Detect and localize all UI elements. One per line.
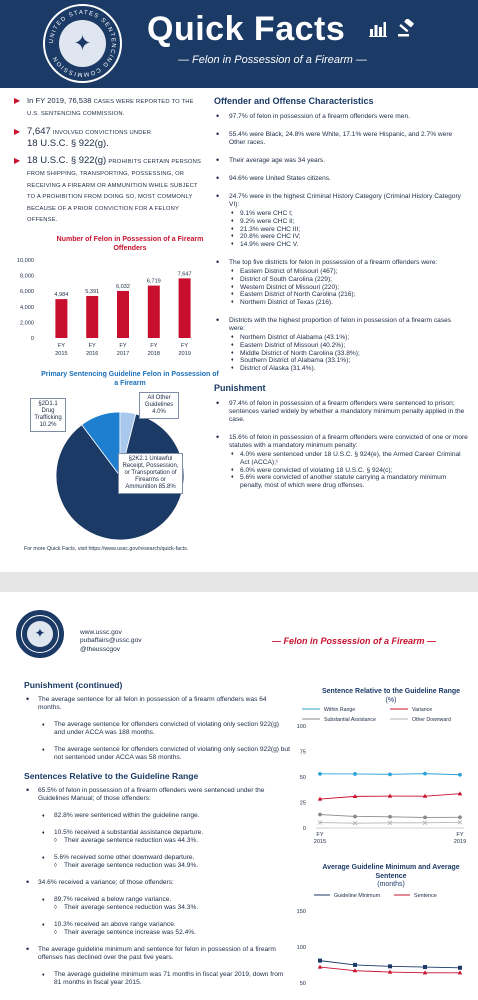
header-icons	[369, 18, 421, 42]
y-tick-label: 100	[296, 945, 306, 951]
legend-label: Sentence	[414, 893, 437, 899]
list-item: ♦ 6.0% were convicted of violating 18 U.S.C. § 924(c);	[229, 467, 468, 475]
guideline-range-heading: Sentences Relative to the Guideline Range	[24, 771, 199, 781]
page-title: Quick Facts	[147, 10, 346, 48]
fact-under-guidelines: • 65.5% of felon in possession of a firearm offenders were sentenced under the Guidelines Manual; of those offenders:	[24, 787, 290, 803]
data-point	[458, 791, 463, 795]
fact-non-acca-sentence: ♦ The average sentence for offenders convicted of violating only section 922(g) but not sentenced under ACCA was 58 months.	[24, 746, 290, 762]
punishment-heading: Punishment	[214, 382, 266, 393]
data-point	[353, 963, 357, 967]
punishment-continued-heading: Punishment (continued)	[24, 680, 123, 690]
y-tick-label: 0	[302, 826, 306, 832]
fact-highest-proportion: • Districts with the highest proportion of felon in possession of a firearm cases were: ♦ Northern District of Alabama (43.1%); ♦ Eastern District of Missouri (40.2%); ♦ Middle District of North Carolina (33.8%); ♦ Southern District of Alabama (33.1%); ♦ District of Alaska (31.4%).	[214, 317, 468, 373]
eagle-icon: ✦	[73, 31, 92, 56]
page-subtitle: — Felon in Possession of a Firearm —	[178, 54, 367, 66]
pie-label-firearms: §2K2.1 Unlawful Receipt, Possession, or Transportation of Firearms or Ammunition 85.8%	[118, 453, 183, 494]
characteristics-heading: Offender and Offense Characteristics	[214, 96, 374, 106]
y-tick-label: 150	[296, 909, 306, 916]
intro-bullet-cases: ▶ In FY 2019, 76,538 CASES WERE REPORTED TO THE U.S. SENTENCING COMMISSION.	[14, 96, 194, 117]
data-point	[458, 815, 462, 819]
top-districts-list	[229, 268, 468, 307]
x-tick-label: 2018	[147, 351, 161, 357]
data-point	[423, 965, 427, 969]
data-point	[318, 813, 322, 817]
bar	[117, 291, 129, 338]
x-tick-label: 2016	[85, 351, 99, 357]
list-item: ♦ 20.8% were CHC IV;	[229, 233, 468, 241]
data-point	[318, 772, 322, 776]
quick-facts-link[interactable]: For more Quick Facts, visit https://www.ussc.gov/research/quick-facts.	[24, 546, 189, 552]
x-tick-label: FY	[57, 343, 65, 349]
fact-prison: • 97.4% of felon in possession of a firearm offenders were sentenced to prison; sentences varied widely by whether a mandatory minimum penalty applied in the case.	[214, 400, 468, 424]
fact-average-sentence: • The average sentence for all felon in possession of a firearm offenders was 64 months.	[24, 696, 290, 712]
mandatory-minimum-list	[229, 451, 468, 490]
x-tick-label: FY	[88, 343, 96, 349]
ussc-seal-logo	[16, 610, 64, 658]
list-item: ♦ Eastern District of North Carolina (216);	[229, 291, 468, 299]
fact-above-range: ♦ 10.3% received an above range variance. ◊ Their average sentence increase was 52.4%.	[24, 921, 290, 937]
legend-label: Other Downward	[412, 717, 451, 723]
data-point	[388, 772, 392, 776]
data-point	[318, 965, 323, 969]
fact-criminal-history: • 24.7% were in the highest Criminal History Category (Criminal History Category VI): ♦ 9.1% were CHC I; ♦ 9.2% were CHC II; ♦ 21.3% were CHC III; ♦ 20.8% were CHC IV; ♦ 14.9% were CHC V.	[214, 193, 468, 249]
list-item: ♦ Southern District of Alabama (33.1%);	[229, 357, 468, 365]
data-label: 6,719	[146, 278, 161, 285]
data-point	[353, 815, 357, 819]
pie-chart-title: Primary Sentencing Guideline Felon in Possession of a Firearm	[41, 371, 219, 387]
email-link[interactable]: pubaffairs@ussc.gov	[80, 637, 142, 645]
bar-chart-title: Number of Felon in Possession of a Firearm Offenders	[56, 236, 204, 252]
bar	[55, 299, 67, 338]
fact-citizenship: • 94.6% were United States citizens.	[214, 175, 468, 183]
y-tick-label: 0	[30, 336, 34, 342]
triangle-bullet-icon: ▶	[14, 156, 21, 166]
y-tick-label: 4,000	[20, 304, 34, 311]
x-tick-label: FY	[150, 343, 158, 349]
y-tick-label: 8,000	[20, 273, 34, 280]
fact-declining-trend: • The average guideline minimum and sentence for felon in possession of a firearm offenses has declined over the past five years.	[24, 946, 290, 962]
highest-proportion-list	[229, 334, 468, 373]
y-tick-label: 75	[299, 749, 306, 756]
data-point	[318, 959, 322, 963]
list-item: ♦ Middle District of North Carolina (33.8%);	[229, 350, 468, 358]
legend-label: Variance	[412, 707, 433, 713]
y-tick-label: 6,000	[20, 289, 34, 296]
bar	[179, 278, 191, 338]
twitter-handle[interactable]: @theusscgov	[80, 645, 121, 653]
fact-substantial-assistance: ♦ 10.5% received a substantial assistance departure. ◊ Their average sentence reduction was 44.3%.	[24, 829, 290, 845]
fact-acca-sentence: ♦ The average sentence for offenders convicted of violating only section 922(g) and under ACCA was 188 months.	[24, 721, 290, 737]
eagle-icon: ✦	[34, 626, 46, 642]
x-tick-label: FY	[181, 343, 189, 349]
data-label: 6,032	[116, 283, 130, 290]
y-tick-label: 25	[299, 800, 306, 807]
list-item: ♦ 9.2% were CHC II;	[229, 218, 468, 226]
bar	[148, 286, 160, 338]
triangle-bullet-icon: ▶	[14, 127, 21, 137]
data-label: 4,984	[54, 292, 69, 299]
data-point	[353, 772, 357, 776]
triangle-bullet-icon: ▶	[14, 96, 21, 105]
punishment-continued-column	[24, 680, 290, 996]
data-point	[458, 773, 462, 777]
characteristics-column	[214, 96, 468, 500]
data-point	[458, 966, 462, 970]
svg-text:UNITED STATES SENTENCING COMMI: UNITED STATES SENTENCING COMMISSION	[48, 10, 117, 78]
gavel-icon	[397, 18, 417, 42]
data-point	[423, 772, 427, 776]
x-tick-label: 2015	[313, 839, 327, 845]
intro-bullet-convictions: ▶ 7,647 INVOLVED CONVICTIONS UNDER 18 U.S.C. § 922(g).	[14, 126, 152, 149]
x-tick-label: 2017	[116, 351, 130, 357]
x-tick-label: 2019	[178, 351, 191, 357]
y-tick-label: 50	[299, 775, 306, 781]
list-item: ♦ Western District of Missouri (220);	[229, 284, 468, 292]
y-tick-label: 100	[296, 724, 306, 730]
relative-range-line-chart	[292, 704, 472, 854]
quick-facts-page-2	[0, 592, 478, 1000]
list-item: ♦ Northern District of Alabama (43.1%);	[229, 334, 468, 342]
data-point	[423, 815, 427, 819]
relative-range-chart-title: Sentence Relative to the Guideline Range (%)	[321, 688, 461, 704]
fact-age: • Their average age was 34 years.	[214, 157, 468, 165]
x-tick-label: FY	[456, 832, 464, 838]
pie-label-all-other: All Other Guidelines 4.0%	[139, 392, 179, 419]
data-point	[388, 815, 392, 819]
list-item: ♦ Eastern District of Missouri (40.2%);	[229, 342, 468, 350]
legend-label: Within Range	[324, 707, 356, 713]
contact-info	[80, 629, 142, 654]
y-tick-label: 2,000	[20, 320, 34, 327]
data-label: 5,391	[85, 288, 100, 295]
list-item: ♦ District of South Carolina (229);	[229, 276, 468, 284]
fact-guideline-minimum: ♦ The average guideline minimum was 71 months in fiscal year 2019, down from 81 months in fiscal year 2015.	[24, 971, 290, 987]
guideline-minimum-chart-title: Average Guideline Minimum and Average Sentence (months)	[322, 864, 460, 888]
fact-variance: • 34.6% received a variance; of those offenders:	[24, 879, 290, 887]
x-tick-label: FY	[119, 343, 127, 349]
ussc-seal-logo	[43, 4, 122, 83]
offenders-bar-chart	[10, 254, 210, 364]
fact-below-range: ♦ 89.7% received a below range variance. ◊ Their average sentence reduction was 34.3%.	[24, 896, 290, 912]
list-item: ♦ 5.6% were convicted of another statute carrying a mandatory minimum penalty, most of which were drug offenses.	[229, 474, 468, 490]
pie-label-drug-trafficking: §2D1.1 Drug Trafficking 10.2%	[30, 398, 66, 432]
fact-other-downward: ♦ 5.6% received some other downward departure. ◊ Their average sentence reduction was 34.9%.	[24, 854, 290, 870]
list-item: ♦ Northern District of Texas (216).	[229, 299, 468, 307]
bar	[86, 296, 98, 338]
legend-label: Substantial Assistance	[324, 717, 376, 723]
page-subtitle: — Felon in Possession of a Firearm —	[272, 636, 437, 646]
fact-top-districts: • The top five districts for felon in possession of a firearm offenders were: ♦ Eastern District of Missouri (467); ♦ District of South Carolina (229); ♦ Western District of Missouri (220); ♦ Eastern District of North Carolina (216); ♦ Northern District of Texas (216).	[214, 259, 468, 307]
list-item: ♦ 14.9% were CHC V.	[229, 241, 468, 249]
list-item: ♦ 9.1% were CHC I;	[229, 210, 468, 218]
y-tick-label: 50	[299, 980, 306, 987]
fact-within-range: ♦ 82.8% were sentenced within the guideline range.	[24, 812, 290, 820]
criminal-history-list	[229, 210, 468, 249]
guideline-minimum-line-chart	[292, 890, 472, 1000]
intro-bullet-statute: ▶ 18 U.S.C. § 922(g) PROHIBITS CERTAIN PERSONS FROM SHIPPING, TRANSPORTING, POSSESSING, OR RECEIVING A FIREARM OR AMMUNITION WHILE SUBJECT TO A PROHIBITION FROM DOING SO, MOST COMMONLY BECAUSE OF A PRIOR CONVICTION FOR A FELONY OFFENSE.	[14, 155, 202, 224]
bar-chart-icon	[369, 18, 387, 42]
website-link[interactable]: www.ussc.gov	[80, 629, 122, 636]
list-item: ♦ 21.3% were CHC III;	[229, 226, 468, 234]
fact-mandatory-minimum: • 15.6% of felon in possession of a firearm offenders were convicted of one or more statutes with a mandatory minimum penalty: ♦ 4.0% were sentenced under 18 U.S.C. § 924(e), the Armed Career Criminal Act (ACCA);¹ ♦ 6.0% were convicted of violating 18 U.S.C. § 924(c); ♦ 5.6% were convicted of another statute carrying a mandatory minimum penalty, most of which were drug offenses.	[214, 434, 468, 490]
list-item: ♦ Eastern District of Missouri (467);	[229, 268, 468, 276]
y-tick-label: 10,000	[16, 258, 34, 264]
data-point	[388, 964, 392, 968]
x-tick-label: 2015	[55, 351, 68, 357]
legend-label: Guideline Minimum	[334, 893, 381, 899]
fact-race: • 55.4% were Black, 24.8% were White, 17.1% were Hispanic, and 2.7% were Other races.	[214, 131, 468, 147]
x-tick-label: 2019	[453, 839, 467, 845]
intro-column	[14, 96, 204, 233]
data-label: 7,647	[177, 271, 192, 278]
fact-gender: • 97.7% of felon in possession of a firearm offenders were men.	[214, 113, 468, 121]
list-item: ♦ 4.0% were sentenced under 18 U.S.C. § 924(e), the Armed Career Criminal Act (ACCA);¹	[229, 451, 468, 467]
list-item: ♦ District of Alaska (31.4%).	[229, 365, 468, 373]
x-tick-label: FY	[316, 832, 324, 838]
